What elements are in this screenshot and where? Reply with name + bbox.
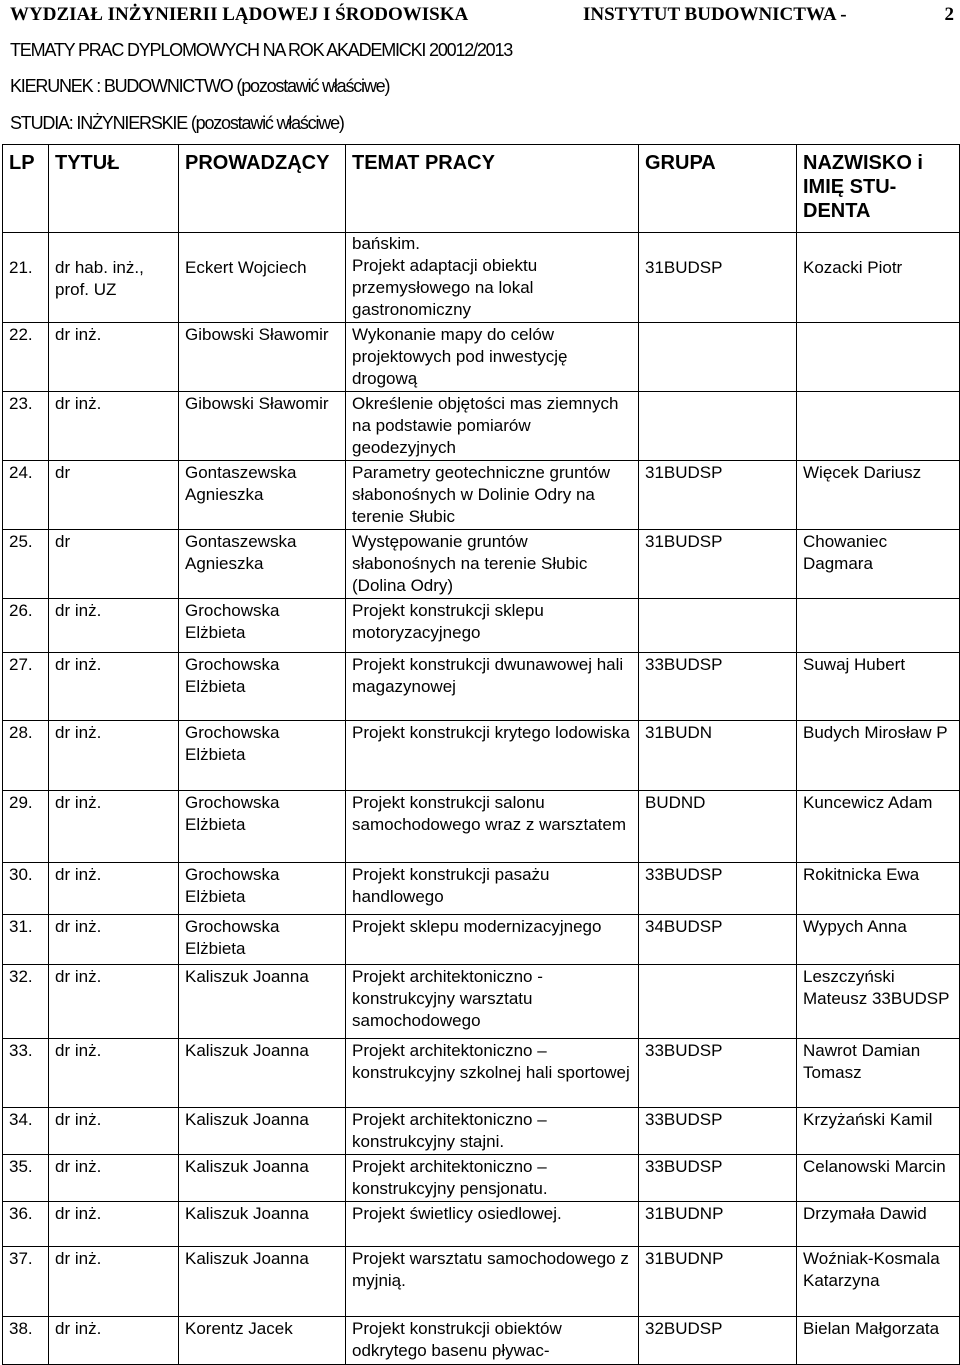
cell-topic: Projekt konstrukcji krytego lodowiska: [346, 721, 639, 791]
table-header-row: [3, 145, 960, 233]
cell-title: dr inż.: [49, 721, 179, 791]
cell-topic: Projekt architektoniczno – konstrukcyjny pensjonatu.: [346, 1155, 639, 1202]
cell-group: 31BUDNP: [639, 1247, 797, 1317]
cell-topic: Projekt warsztatu samochodowego z myjnią.: [346, 1247, 639, 1317]
cell-title: dr inż.: [49, 1108, 179, 1155]
cell-topic: [346, 233, 639, 323]
table-row: [3, 530, 960, 599]
cell-group: 32BUDSP: [639, 1317, 797, 1365]
cell-group: 33BUDSP: [639, 653, 797, 721]
cell-title: dr inż.: [49, 1039, 179, 1108]
cell-title: dr inż.: [49, 1317, 179, 1365]
cell-lp: 24.: [3, 461, 49, 530]
cell-group: 31BUDN: [639, 721, 797, 791]
cell-group: [639, 392, 797, 461]
cell-group: 33BUDSP: [639, 1039, 797, 1108]
cell-student: [797, 599, 960, 653]
column-header-supervisor: PROWADZĄCY: [179, 145, 346, 233]
cell-lp: 26.: [3, 599, 49, 653]
cell-topic: Projekt architektoniczno – konstrukcyjny stajni.: [346, 1108, 639, 1155]
cell-supervisor: Grochowska Elżbieta: [179, 653, 346, 721]
cell-student: Nawrot Damian Tomasz: [797, 1039, 960, 1108]
cell-supervisor: Grochowska Elżbieta: [179, 721, 346, 791]
cell-supervisor: Eckert Wojciech: [179, 233, 346, 323]
cell-supervisor: Gontaszewska Agnieszka: [179, 461, 346, 530]
cell-student: Kozacki Piotr: [797, 233, 960, 323]
institute-name: INSTYTUT BUDOWNICTWA -: [583, 4, 847, 25]
cell-group: BUDND: [639, 791, 797, 863]
cell-topic: Projekt świetlicy osiedlowej.: [346, 1202, 639, 1247]
cell-lp: 37.: [3, 1247, 49, 1317]
document-header: [10, 4, 956, 26]
field-of-study: KIERUNEK : BUDOWNICTWO (pozostawić właściwe): [10, 76, 390, 96]
cell-student: Suwaj Hubert: [797, 653, 960, 721]
cell-title: dr inż.: [49, 653, 179, 721]
cell-lp: 28.: [3, 721, 49, 791]
cell-topic: Występowanie gruntów słabonośnych na terenie Słubic (Dolina Odry): [346, 530, 639, 599]
cell-supervisor: Gontaszewska Agnieszka: [179, 530, 346, 599]
cell-group: [639, 323, 797, 392]
cell-supervisor: Kaliszuk Joanna: [179, 1108, 346, 1155]
table-row: [3, 1317, 960, 1365]
cell-supervisor: Grochowska Elżbieta: [179, 915, 346, 965]
continued-text: bańskim.: [352, 234, 421, 253]
cell-title: dr inż.: [49, 915, 179, 965]
cell-title: dr: [49, 461, 179, 530]
page-number: 2: [944, 4, 954, 25]
cell-student: Leszczyński Mateusz 33BUDSP: [797, 965, 960, 1039]
cell-lp: 36.: [3, 1202, 49, 1247]
cell-supervisor: Grochowska Elżbieta: [179, 791, 346, 863]
table-row: [3, 1247, 960, 1317]
cell-lp: 25.: [3, 530, 49, 599]
cell-title: dr: [49, 530, 179, 599]
cell-supervisor: Grochowska Elżbieta: [179, 599, 346, 653]
table-row: [3, 653, 960, 721]
cell-topic: Projekt konstrukcji obiektów odkrytego basenu pływac-: [346, 1317, 639, 1365]
cell-topic: Projekt architektoniczno - konstrukcyjny warsztatu samochodowego: [346, 965, 639, 1039]
cell-topic: Projekt architektoniczno – konstrukcyjny szkolnej hali sportowej: [346, 1039, 639, 1108]
cell-group: 33BUDSP: [639, 1155, 797, 1202]
topics-table: [2, 144, 960, 1365]
cell-title: dr inż.: [49, 323, 179, 392]
table-row: [3, 1202, 960, 1247]
cell-group: 33BUDSP: [639, 863, 797, 915]
cell-student: Kuncewicz Adam: [797, 791, 960, 863]
cell-lp: 30.: [3, 863, 49, 915]
table-body: [3, 233, 960, 1365]
cell-title: dr inż.: [49, 392, 179, 461]
table-row: [3, 1108, 960, 1155]
cell-student: Chowaniec Dagmara: [797, 530, 960, 599]
cell-student: Celanowski Marcin: [797, 1155, 960, 1202]
column-header-topic: TEMAT PRACY: [346, 145, 639, 233]
cell-student: Drzymała Dawid: [797, 1202, 960, 1247]
cell-group: 33BUDSP: [639, 1108, 797, 1155]
cell-student: [797, 392, 960, 461]
cell-student: Rokitnicka Ewa: [797, 863, 960, 915]
cell-student: Więcek Dariusz: [797, 461, 960, 530]
cell-title: dr inż.: [49, 791, 179, 863]
cell-topic: Projekt konstrukcji dwunawowej hali magazynowej: [346, 653, 639, 721]
study-type: STUDIA: INŻYNIERSKIE (pozostawić właściwe): [10, 113, 344, 133]
cell-student: [797, 323, 960, 392]
table-row: [3, 233, 960, 323]
cell-student: Woźniak-Kosmala Katarzyna: [797, 1247, 960, 1317]
cell-title: dr inż.: [49, 1202, 179, 1247]
column-header-student: NAZWISKO i IMIĘ STU-DENTA: [797, 145, 960, 233]
document-title: TEMATY PRAC DYPLOMOWYCH NA ROK AKADEMICKI 20012/2013: [10, 40, 513, 60]
table-row: [3, 863, 960, 915]
faculty-name: WYDZIAŁ INŻYNIERII LĄDOWEJ I ŚRODOWISKA: [10, 4, 469, 25]
cell-lp: 34.: [3, 1108, 49, 1155]
cell-group: [639, 599, 797, 653]
cell-topic: Projekt konstrukcji pasażu handlowego: [346, 863, 639, 915]
table-row: [3, 965, 960, 1039]
cell-title: dr hab. inż., prof. UZ: [49, 233, 179, 323]
cell-student: Bielan Małgorzata: [797, 1317, 960, 1365]
table-row: [3, 323, 960, 392]
column-header-title: TYTUŁ: [49, 145, 179, 233]
cell-supervisor: Korentz Jacek: [179, 1317, 346, 1365]
cell-topic: Parametry geotechniczne gruntów słabonośnych w Dolinie Odry na terenie Słubic: [346, 461, 639, 530]
cell-lp: 33.: [3, 1039, 49, 1108]
cell-supervisor: Kaliszuk Joanna: [179, 1202, 346, 1247]
table-row: [3, 915, 960, 965]
cell-supervisor: Kaliszuk Joanna: [179, 1247, 346, 1317]
cell-group: 31BUDSP: [639, 461, 797, 530]
table-row: [3, 392, 960, 461]
cell-title: dr inż.: [49, 599, 179, 653]
cell-lp: 27.: [3, 653, 49, 721]
cell-topic: Projekt konstrukcji sklepu motoryzacyjnego: [346, 599, 639, 653]
cell-topic: Wykonanie mapy do celów projektowych pod inwestycję drogową: [346, 323, 639, 392]
cell-group: [639, 965, 797, 1039]
cell-topic: Projekt konstrukcji salonu samochodowego wraz z warsztatem: [346, 791, 639, 863]
cell-supervisor: Kaliszuk Joanna: [179, 1039, 346, 1108]
cell-supervisor: Kaliszuk Joanna: [179, 965, 346, 1039]
cell-supervisor: Gibowski Sławomir: [179, 392, 346, 461]
cell-lp: 22.: [3, 323, 49, 392]
table-row: [3, 599, 960, 653]
table-row: [3, 1039, 960, 1108]
cell-title: dr inż.: [49, 1247, 179, 1317]
cell-lp: 31.: [3, 915, 49, 965]
cell-lp: 35.: [3, 1155, 49, 1202]
cell-topic: Określenie objętości mas ziemnych na podstawie pomiarów geodezyjnych: [346, 392, 639, 461]
cell-lp: 29.: [3, 791, 49, 863]
cell-lp: 23.: [3, 392, 49, 461]
cell-title: dr inż.: [49, 1155, 179, 1202]
cell-supervisor: Kaliszuk Joanna: [179, 1155, 346, 1202]
table-row: [3, 1155, 960, 1202]
table-row: [3, 791, 960, 863]
cell-supervisor: Gibowski Sławomir: [179, 323, 346, 392]
table-row: [3, 461, 960, 530]
cell-lp: 38.: [3, 1317, 49, 1365]
cell-supervisor: Grochowska Elżbieta: [179, 863, 346, 915]
cell-title: dr inż.: [49, 863, 179, 915]
cell-group: 31BUDSP: [639, 233, 797, 323]
cell-lp: 32.: [3, 965, 49, 1039]
cell-title: dr inż.: [49, 965, 179, 1039]
cell-group: 34BUDSP: [639, 915, 797, 965]
cell-student: Wypych Anna: [797, 915, 960, 965]
topic-text: Projekt adaptacji obiektu przemysłowego na lokal gastronomiczny: [352, 256, 538, 319]
cell-group: 31BUDSP: [639, 530, 797, 599]
cell-student: Budych Mirosław P: [797, 721, 960, 791]
column-header-group: GRUPA: [639, 145, 797, 233]
cell-student: Krzyżański Kamil: [797, 1108, 960, 1155]
cell-lp: 21.: [3, 233, 49, 323]
cell-topic: Projekt sklepu modernizacyjnego: [346, 915, 639, 965]
table-row: [3, 721, 960, 791]
column-header-lp: LP: [3, 145, 49, 233]
cell-group: 31BUDNP: [639, 1202, 797, 1247]
